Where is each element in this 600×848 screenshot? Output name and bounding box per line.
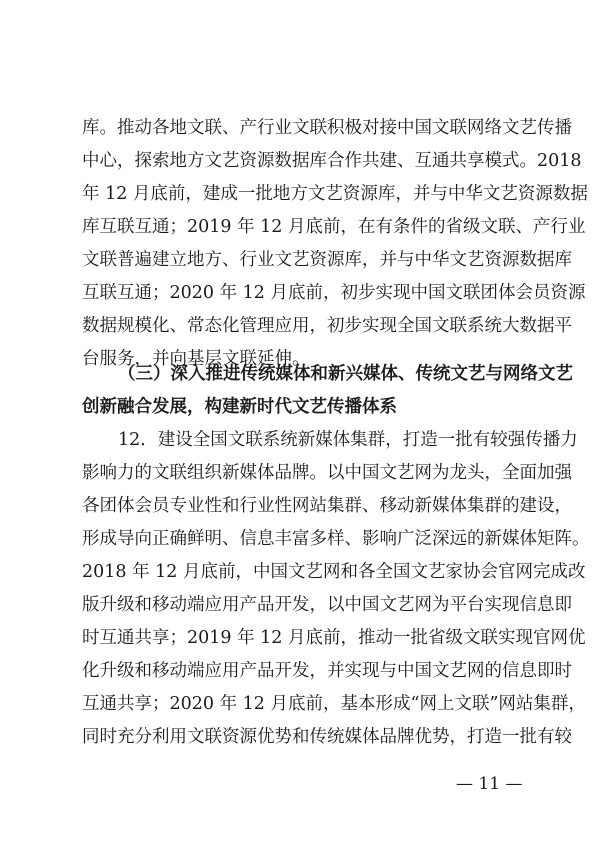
text-line: 中心，探索地方文艺资源数据库合作共建、互通共享模式。2018	[82, 151, 582, 171]
text-line: 库。推动各地文联、产行业文联积极对接中国文联网络文艺传播	[82, 118, 572, 138]
text-line: 数据规模化、常态化管理应用，初步实现全国文联系统大数据平	[82, 316, 572, 336]
heading-line: 创新融合发展，构建新时代文艺传播体系	[82, 397, 397, 417]
text-line: 各团体会员专业性和行业性网站集群、移动新媒体集群的建设，	[82, 496, 572, 516]
text-line: 库互联互通；2019 年 12 月底前，在有条件的省级文联、产行业	[82, 217, 586, 237]
section-heading	[82, 358, 573, 424]
text-line: 2018 年 12 月底前，中国文艺网和各全国文艺家协会官网完成改	[82, 562, 586, 582]
text-line: 影响力的文联组织新媒体品牌。以中国文艺网为龙头，全面加强	[82, 463, 572, 483]
text-line: 形成导向正确鲜明、信息丰富多样、影响广泛深远的新媒体矩阵。	[82, 529, 590, 549]
page-number: — 11 —	[456, 774, 523, 794]
text-line: 12．建设全国文联系统新媒体集群，打造一批有较强传播力	[118, 430, 578, 450]
text-line: 时互通共享；2019 年 12 月底前，推动一批省级文联实现官网优	[82, 628, 586, 648]
heading-line: （三）深入推进传统媒体和新兴媒体、传统文艺与网络文艺	[118, 364, 573, 384]
text-line: 化升级和移动端应用产品开发，并实现与中国文艺网的信息即时	[82, 661, 572, 681]
text-line: 版升级和移动端应用产品开发，以中国文艺网为平台实现信息即	[82, 595, 572, 615]
text-line: 互联互通；2020 年 12 月底前，初步实现中国文联团体会员资源	[82, 283, 586, 303]
text-line: 年 12 月底前，建成一批地方文艺资源库，并与中华文艺资源数据	[82, 184, 588, 204]
paragraph-item-12	[82, 424, 590, 754]
text-line: 台服务，并向基层文联延伸。	[82, 349, 310, 369]
text-line: 互通共享；2020 年 12 月底前，基本形成“网上文联”网站集群，	[82, 694, 586, 714]
text-line: 同时充分利用文联资源优势和传统媒体品牌优势，打造一批有较	[82, 727, 572, 747]
text-line: 文联普遍建立地方、行业文艺资源库，并与中华文艺资源数据库	[82, 250, 572, 270]
paragraph-continuation	[82, 112, 588, 376]
